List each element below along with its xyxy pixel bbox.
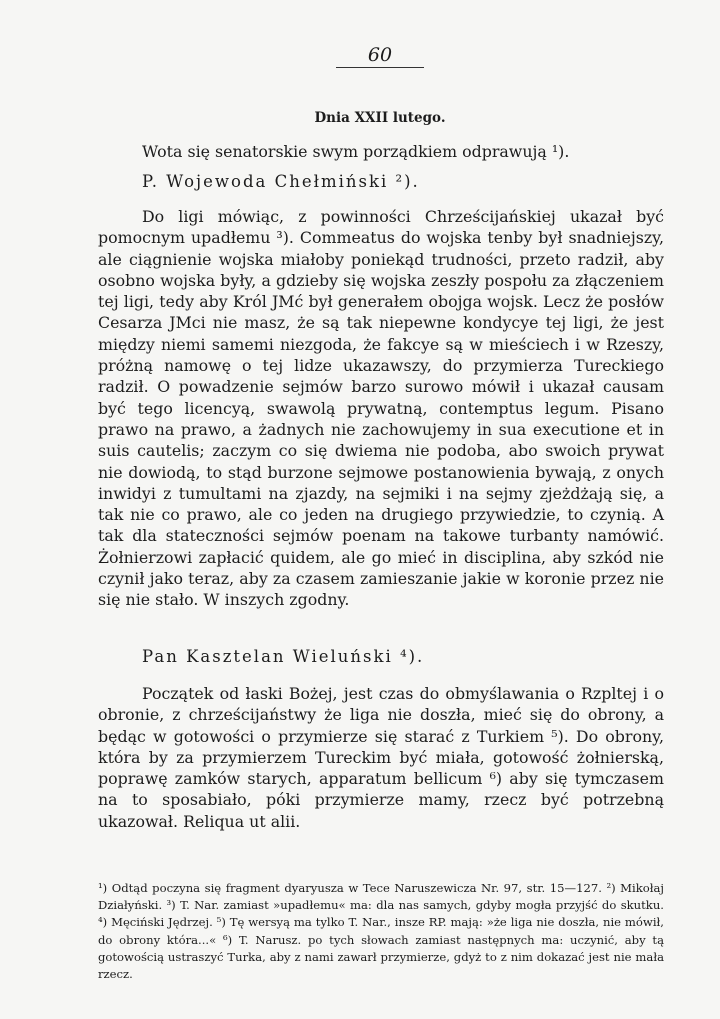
- footnotes: ¹) Odtąd poczyna się fragment dyaryusza w Tece Naruszewicza Nr. 97, str. 15—127. ²) Mikołaj Działyński. ³) T. Nar. zamiast »upadłemu« ma: dla nas samych, gdyby mogła przyjść do skutku. ⁴) Męciński Jędrzej. ⁵) Tę wersyą ma tylko T. Nar., insze RP. mają: »że liga nie doszła, nie mówił, do obrony która...« ⁶) T. Narusz. po tych słowach zamiast następnych ma: uczynić, aby tą gotowością ustraszyć Turka, aby z nami zawarł przymierze, gdyż to z nim dokazać jest nie mała rzecz.: [98, 881, 664, 982]
- speech-paragraph-2: Początek od łaski Bożej, jest czas do obmyślawania o Rzpltej i o obronie, z chrześcijaństwy że liga nie doszła, mieć się do obrony, a będąc w gotowości o przymierze się starać z Turkiem ⁵). Do obrony, która by za przymierzem Tureckim być miała, gotowość żołnierską, poprawę zamków starych, apparatum bellicum ⁶) aby się tymczasem na to sposabiało, póki przymierze mamy, rzecz być potrzebną ukazował. Reliqua ut alii.: [98, 684, 664, 831]
- page-number: 60: [367, 44, 393, 66]
- speaker-heading-2: Pan Kasztelan Wieluński ⁴).: [142, 647, 425, 666]
- speech-paragraph-1: Do ligi mówiąc, z powinności Chrześcijańskiej ukazał być pomocnym upadłemu ³). Commeatus do wojska tenby był snadniejszy, ale ciągnienie wojska miałoby poniekąd trudności, przeto radził, aby osobno wojska były, a gdzieby się wojska zeszły pospołu za złączeniem tej ligi, tedy aby Król JMć był generałem obojga wojsk. Lecz że posłów Cesarza JMci nie masz, że są tak niepewne kondycye tej ligi, że jest między niemi samemi niezgoda, że fakcye są w mieściech i w Rzeszy, próżną namowę o tej lidze ukazawszy, do przymierza Tureckiego radził. O powadzenie sejmów barzo surowo mówił i ukazał causam być tego licencyą, swawolą prywatną, contemptus legum. Pisano prawo na prawo, a żadnych nie zachowujemy in sua executione et in suis cautelis; zaczym co się dwiema nie podoba, abo swoich prywat nie dowiodą, to stąd burzone sejmowe postanowienia bywają, z onych inwidyi z tumultami na zjazdy, na sejmiki i na sejmy zjeżdżają się, a tak nie co prawo, ale co jeden na drugiego przywiedzie, to czynią. A tak dla stateczności sejmów poenam na takowe turbanty namówić. Żołnierzowi zapłacić quidem, ale go mieć in disciplina, aby szkód nie czynił jako teraz, aby za czasem zamieszanie jakie w koronie przez nie się nie stało. W inszych zgodny.: [98, 207, 664, 610]
- page-number-rule: [336, 67, 424, 68]
- intro-line: Wota się senatorskie swym porządkiem odprawują ¹).: [142, 142, 570, 161]
- date-heading: Dnia XXII lutego.: [314, 110, 446, 126]
- speaker-heading-1: P. Wojewoda Chełmiński ²).: [142, 172, 420, 191]
